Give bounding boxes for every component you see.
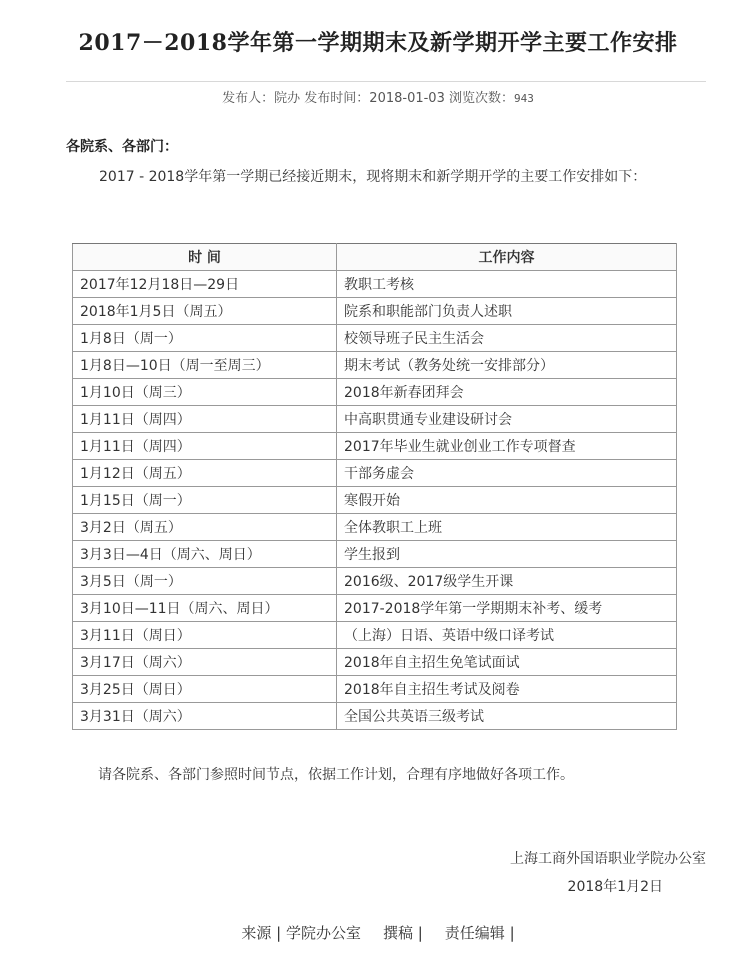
cell-content: 中高职贯通专业建设研讨会 bbox=[337, 406, 677, 433]
cell-time: 3月5日（周一） bbox=[73, 568, 337, 595]
table-row bbox=[73, 514, 677, 541]
publish-time-label: 发布时间： bbox=[304, 91, 370, 106]
publisher: 院办 bbox=[274, 91, 301, 106]
table-row bbox=[73, 406, 677, 433]
cell-time: 3月25日（周日） bbox=[73, 676, 337, 703]
table-header-row bbox=[73, 244, 677, 271]
cell-content: 全体教职工上班 bbox=[337, 514, 677, 541]
cell-time: 3月2日（周五） bbox=[73, 514, 337, 541]
footer-source: 来源 | 学院办公室 bbox=[241, 924, 361, 942]
cell-time: 2017年12月18日—29日 bbox=[73, 271, 337, 298]
table-row bbox=[73, 379, 677, 406]
footer-editor: 责任编辑 | bbox=[444, 924, 515, 942]
schedule-table-body bbox=[73, 271, 677, 730]
cell-content: 全国公共英语三级考试 bbox=[337, 703, 677, 730]
cell-time: 1月10日（周三） bbox=[73, 379, 337, 406]
cell-content: 教职工考核 bbox=[337, 271, 677, 298]
views-count: 943 bbox=[514, 92, 534, 105]
publish-time: 2018-01-03 bbox=[369, 91, 445, 106]
intro-paragraph: 2017 - 2018学年第一学期已经接近期末，现将期末和新学期开学的主要工作安排如下： bbox=[99, 169, 647, 185]
table-row bbox=[73, 622, 677, 649]
cell-content: 期末考试（教务处统一安排部分） bbox=[337, 352, 677, 379]
schedule-table bbox=[72, 243, 677, 730]
table-row bbox=[73, 541, 677, 568]
cell-time: 3月11日（周日） bbox=[73, 622, 337, 649]
cell-content: 2018年自主招生免笔试面试 bbox=[337, 649, 677, 676]
article-footer bbox=[0, 922, 756, 943]
cell-time: 1月11日（周四） bbox=[73, 433, 337, 460]
table-row bbox=[73, 298, 677, 325]
cell-content: 院系和职能部门负责人述职 bbox=[337, 298, 677, 325]
table-row bbox=[73, 595, 677, 622]
closing-paragraph: 请各院系、各部门参照时间节点，依据工作计划，合理有序地做好各项工作。 bbox=[98, 767, 574, 783]
cell-time: 3月10日—11日（周六、周日） bbox=[73, 595, 337, 622]
cell-content: 2016级、2017级学生开课 bbox=[337, 568, 677, 595]
cell-time: 1月12日（周五） bbox=[73, 460, 337, 487]
cell-time: 1月8日（周一） bbox=[73, 325, 337, 352]
cell-time: 3月17日（周六） bbox=[73, 649, 337, 676]
table-row bbox=[73, 352, 677, 379]
title-divider bbox=[66, 81, 706, 82]
article-meta bbox=[0, 87, 756, 106]
cell-content: 2018年新春团拜会 bbox=[337, 379, 677, 406]
footer-author: 撰稿 | bbox=[382, 924, 423, 942]
cell-content: 2017-2018学年第一学期期末补考、缓考 bbox=[337, 595, 677, 622]
cell-content: 寒假开始 bbox=[337, 487, 677, 514]
table-row bbox=[73, 568, 677, 595]
table-row bbox=[73, 487, 677, 514]
cell-time: 3月31日（周六） bbox=[73, 703, 337, 730]
cell-content: 学生报到 bbox=[337, 541, 677, 568]
table-row bbox=[73, 649, 677, 676]
table-row bbox=[73, 325, 677, 352]
signature-date: 2018年1月2日 bbox=[567, 879, 663, 895]
table-row bbox=[73, 703, 677, 730]
table-row bbox=[73, 271, 677, 298]
article-title: 2017－2018学年第一学期期末及新学期开学主要工作安排 bbox=[78, 30, 678, 56]
cell-content: 校领导班子民主生活会 bbox=[337, 325, 677, 352]
signature-org: 上海工商外国语职业学院办公室 bbox=[510, 851, 706, 867]
views-label: 浏览次数： bbox=[449, 91, 515, 106]
cell-time: 1月8日—10日（周一至周三） bbox=[73, 352, 337, 379]
header-content: 工作内容 bbox=[337, 244, 677, 271]
cell-time: 3月3日—4日（周六、周日） bbox=[73, 541, 337, 568]
cell-time: 1月15日（周一） bbox=[73, 487, 337, 514]
cell-content: 干部务虚会 bbox=[337, 460, 677, 487]
cell-content: 2018年自主招生考试及阅卷 bbox=[337, 676, 677, 703]
cell-content: （上海）日语、英语中级口译考试 bbox=[337, 622, 677, 649]
salutation: 各院系、各部门： bbox=[66, 139, 178, 155]
cell-time: 1月11日（周四） bbox=[73, 406, 337, 433]
header-time: 时 间 bbox=[73, 244, 337, 271]
table-row bbox=[73, 460, 677, 487]
publisher-label: 发布人： bbox=[222, 91, 275, 106]
table-row bbox=[73, 676, 677, 703]
cell-content: 2017年毕业生就业创业工作专项督查 bbox=[337, 433, 677, 460]
table-row bbox=[73, 433, 677, 460]
cell-time: 2018年1月5日（周五） bbox=[73, 298, 337, 325]
